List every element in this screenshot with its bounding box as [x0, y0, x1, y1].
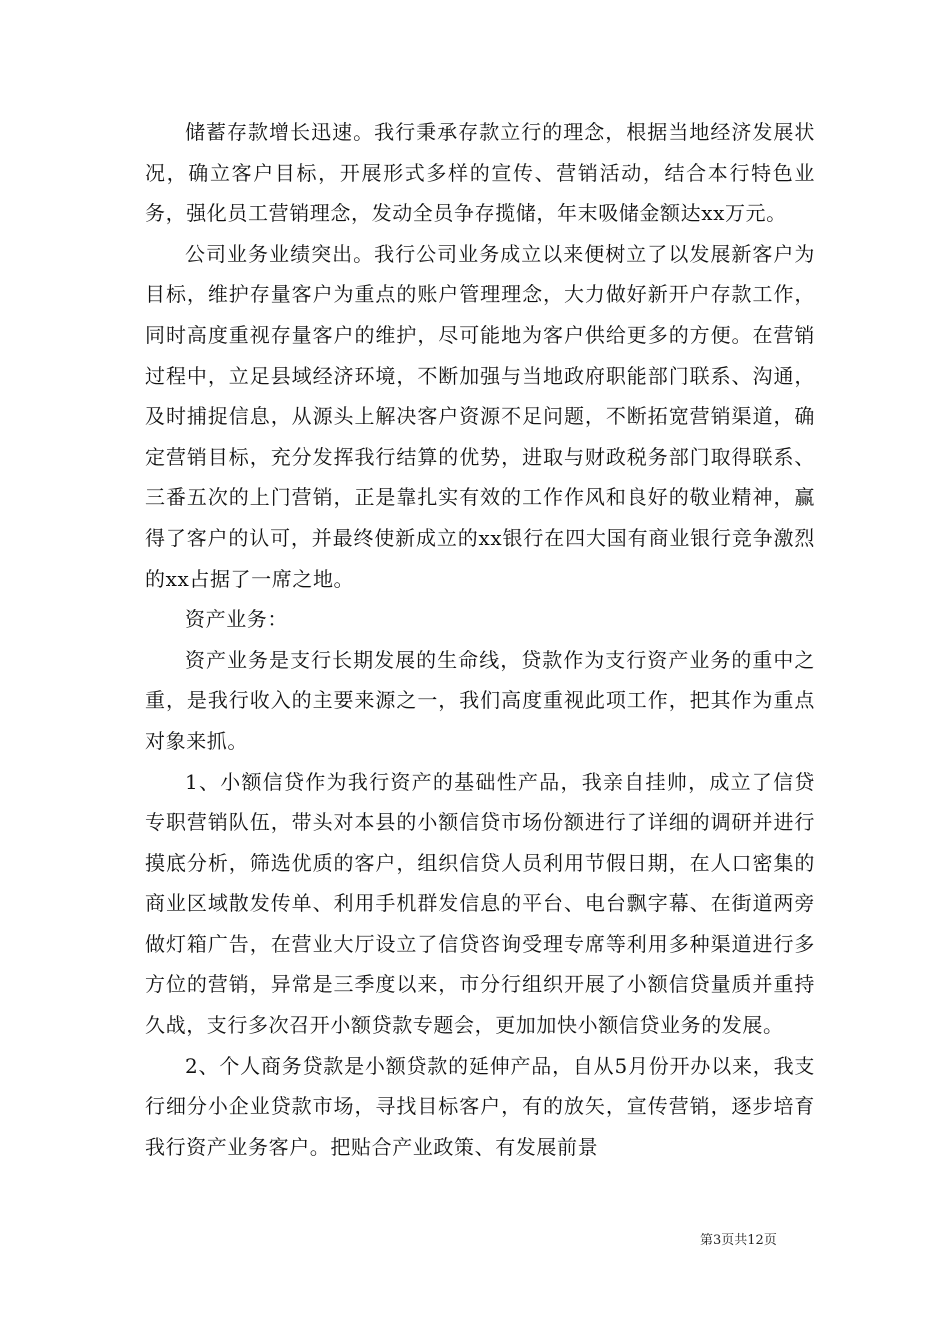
paragraph-savings-deposits: 储蓄存款增长迅速。我行秉承存款立行的理念，根据当地经济发展状况，确立客户目标，开展形式多样的宣传、营销活动，结合本行特色业务，强化员工营销理念，发动全员争存揽储，年末吸储金额达xx万元。: [145, 120, 815, 226]
page-number-footer: 第3页共12页: [700, 1233, 777, 1248]
paragraph-personal-business-loans: 2、个人商务贷款是小额贷款的延伸产品，自从5月份开办以来，我支行细分小企业贷款市场，寻找目标客户，有的放矢，宣传营销，逐步培育我行资产业务客户。把贴合产业政策、有发展前景: [145, 1053, 815, 1159]
section-heading-asset-business: 资产业务：: [185, 607, 288, 632]
paragraph-corporate-business: 公司业务业绩突出。我行公司业务成立以来便树立了以发展新客户为目标，维护存量客户为重点的账户管理理念，大力做好新开户存款工作，同时高度重视存量客户的维护，尽可能地为客户供给更多的方便。在营销过程中，立足县域经济环境，不断加强与当地政府职能部门联系、沟通，及时捕捉信息，从源头上解决客户资源不足问题，不断拓宽营销渠道，确定营销目标，充分发挥我行结算的优势，进取与财政税务部门取得联系、三番五次的上门营销，正是靠扎实有效的工作作风和良好的敬业精神，赢得了客户的认可，并最终使新成立的xx银行在四大国有商业银行竞争激烈的xx占据了一席之地。: [145, 241, 815, 591]
document-body: [145, 112, 815, 1167]
paragraph-microcredit: 1、小额信贷作为我行资产的基础性产品，我亲自挂帅，成立了信贷专职营销队伍，带头对本县的小额信贷市场份额进行了详细的调研并进行摸底分析，筛选优质的客户，组织信贷人员利用节假日期，在人口密集的商业区域散发传单、利用手机群发信息的平台、电台飘字幕、在街道两旁做灯箱广告，在营业大厅设立了信贷咨询受理专席等利用多种渠道进行多方位的营销，异常是三季度以来，市分行组织开展了小额信贷量质并重持久战，支行多次召开小额贷款专题会，更加加快小额信贷业务的发展。: [145, 769, 815, 1038]
paragraph-asset-business: 资产业务是支行长期发展的生命线，贷款作为支行资产业务的重中之重，是我行收入的主要来源之一，我们高度重视此项工作，把其作为重点对象来抓。: [145, 647, 815, 753]
